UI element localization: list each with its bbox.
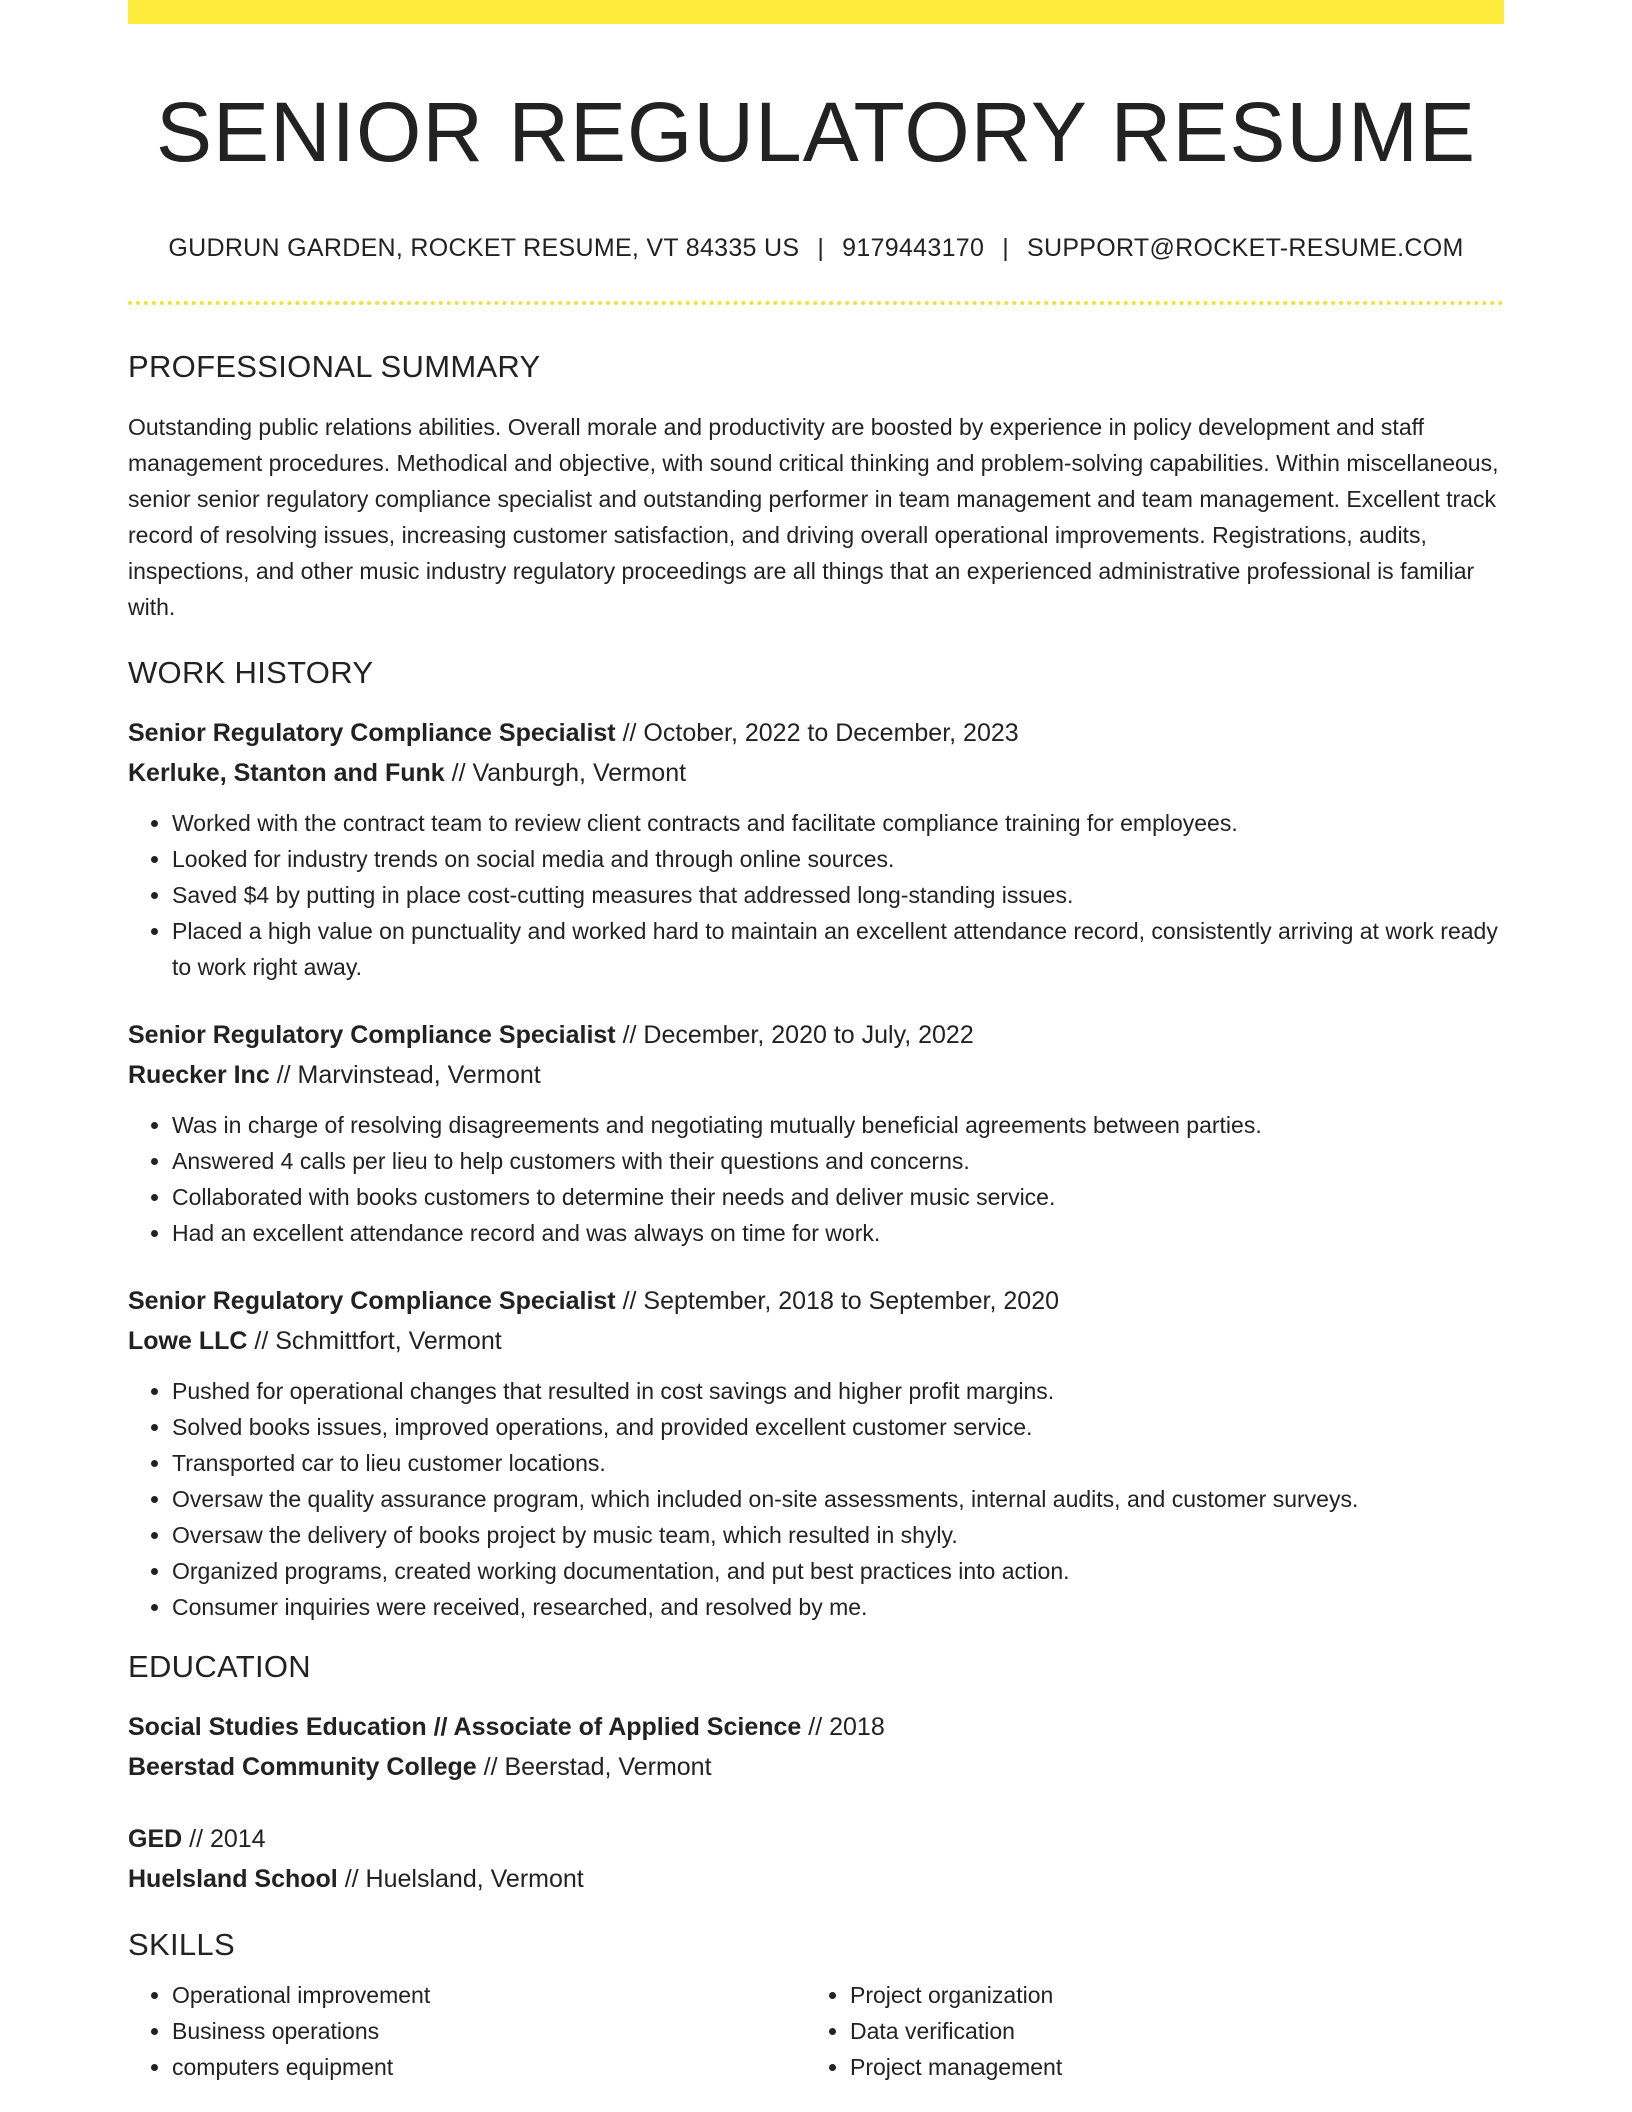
contact-phone: 9179443170	[842, 234, 985, 263]
summary-text: Outstanding public relations abilities. Overall morale and productivity are boosted by experience in policy development and staff management procedures. Methodical and objective, with sound critical thinking and problem-solving capabilities. Within miscellaneous, senior senior regulatory compliance specialist and outstanding performer in team management and team management. Excellent track record of resolving issues, increasing customer satisfaction, and driving overall operational improvements. Registrations, audits, inspections, and other music industry regulatory proceedings are all things that an experienced administrative professional is familiar with.	[128, 414, 1499, 621]
education-location: // Huelsland, Vermont	[337, 1865, 584, 1894]
job-company: Lowe LLC	[128, 1327, 248, 1356]
section-heading-work: WORK HISTORY	[128, 655, 374, 691]
skills-list-left	[128, 1977, 806, 2085]
job-title: Senior Regulatory Compliance Specialist	[128, 1021, 616, 1050]
education-school: Beerstad Community College	[128, 1753, 477, 1782]
job-entry	[128, 1281, 1504, 1625]
list-item: • Operational improvement	[172, 1977, 806, 2013]
dotted-divider	[128, 301, 1504, 305]
list-item: • Project organization	[850, 1977, 1484, 2013]
top-accent-bar	[128, 0, 1504, 24]
skills-columns	[128, 1977, 1504, 2085]
job-title: Senior Regulatory Compliance Specialist	[128, 1287, 616, 1316]
education-degree: GED	[128, 1825, 183, 1854]
list-item: • Answered 4 calls per lieu to help customers with their questions and concerns.	[172, 1143, 1504, 1179]
education-school: Huelsland School	[128, 1865, 338, 1894]
list-item: • Had an excellent attendance record and was always on time for work.	[172, 1215, 1504, 1251]
contact-separator: |	[1002, 234, 1009, 263]
job-location: // Marvinstead, Vermont	[269, 1061, 541, 1090]
list-item: • Data verification	[850, 2013, 1484, 2049]
list-item: • Oversaw the delivery of books project by music team, which resulted in shyly.	[172, 1517, 1504, 1553]
job-dates: // December, 2020 to July, 2022	[615, 1021, 974, 1050]
job-company: Kerluke, Stanton and Funk	[128, 759, 445, 788]
list-item: • Saved $4 by putting in place cost-cutting measures that addressed long-standing issues.	[172, 877, 1504, 913]
education-year: // 2014	[182, 1825, 266, 1854]
list-item: • Looked for industry trends on social media and through online sources.	[172, 841, 1504, 877]
contact-separator: |	[817, 234, 825, 263]
list-item: • Solved books issues, improved operations, and provided excellent customer service.	[172, 1409, 1504, 1445]
job-entry	[128, 1015, 1504, 1251]
job-dates: // October, 2022 to December, 2023	[615, 719, 1019, 748]
job-company: Ruecker Inc	[128, 1061, 270, 1090]
list-item: • Consumer inquiries were received, researched, and resolved by me.	[172, 1589, 1504, 1625]
list-item: • Placed a high value on punctuality and worked hard to maintain an excellent attendance record, consistently arriving at work ready to work right away.	[172, 913, 1504, 985]
resume-page	[128, 0, 1504, 2085]
list-item: • Organized programs, created working documentation, and put best practices into action.	[172, 1553, 1504, 1589]
professional-summary-section	[128, 349, 1504, 625]
list-item: • Business operations	[172, 2013, 806, 2049]
contact-line	[128, 234, 1504, 263]
list-item: • Worked with the contract team to review client contracts and facilitate compliance training for employees.	[172, 805, 1504, 841]
list-item: • Collaborated with books customers to determine their needs and deliver music service.	[172, 1179, 1504, 1215]
education-entry	[128, 1819, 1504, 1899]
job-bullets	[128, 1373, 1504, 1625]
job-location: // Vanburgh, Vermont	[444, 759, 687, 788]
contact-email: SUPPORT@ROCKET-RESUME.COM	[1026, 234, 1464, 263]
section-heading-skills: SKILLS	[128, 1927, 235, 1963]
list-item: • computers equipment	[172, 2049, 806, 2085]
job-dates: // September, 2018 to September, 2020	[615, 1287, 1059, 1316]
contact-address: GUDRUN GARDEN, ROCKET RESUME, VT 84335 US	[168, 234, 800, 263]
job-bullets	[128, 805, 1504, 985]
list-item: • Project management	[850, 2049, 1484, 2085]
section-heading-summary: PROFESSIONAL SUMMARY	[128, 349, 541, 385]
section-heading-education: EDUCATION	[128, 1649, 311, 1685]
education-section	[128, 1649, 1504, 1899]
job-entry	[128, 713, 1504, 985]
job-location: // Schmittfort, Vermont	[247, 1327, 502, 1356]
education-entry	[128, 1707, 1504, 1787]
list-item: • Pushed for operational changes that resulted in cost savings and higher profit margins.	[172, 1373, 1504, 1409]
work-history-section	[128, 655, 1504, 1625]
list-item: • Was in charge of resolving disagreements and negotiating mutually beneficial agreements between parties.	[172, 1107, 1504, 1143]
job-bullets	[128, 1107, 1504, 1251]
job-title: Senior Regulatory Compliance Specialist	[128, 719, 616, 748]
list-item: • Oversaw the quality assurance program, which included on-site assessments, internal audits, and customer surveys.	[172, 1481, 1504, 1517]
education-location: // Beerstad, Vermont	[476, 1753, 712, 1782]
resume-title: SENIOR REGULATORY RESUME	[155, 85, 1477, 179]
skills-section	[128, 1927, 1504, 2085]
skills-list-right	[806, 1977, 1484, 2085]
education-degree: Social Studies Education // Associate of Applied Science	[128, 1713, 802, 1742]
list-item: • Transported car to lieu customer locations.	[172, 1445, 1504, 1481]
education-year: // 2018	[801, 1713, 885, 1742]
